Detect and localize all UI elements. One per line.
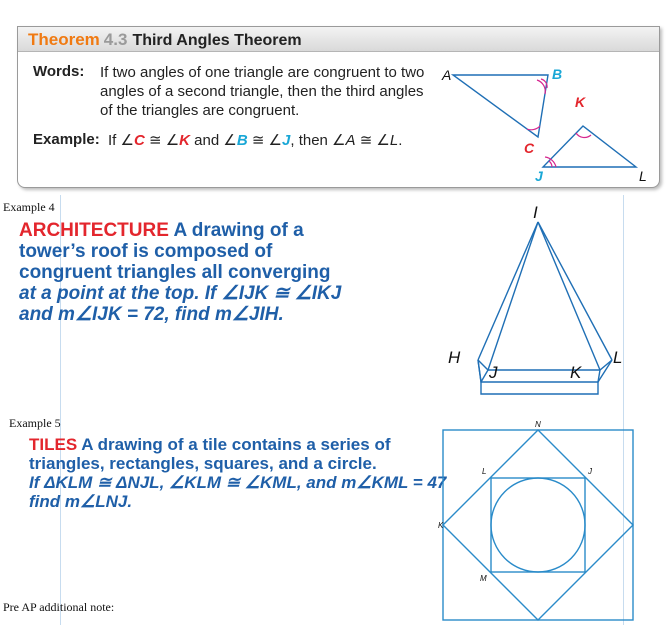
label-K-tower: K	[570, 363, 582, 382]
example4-label: Example 4	[3, 200, 55, 214]
label-K: K	[575, 94, 586, 110]
label-J: J	[535, 168, 543, 184]
theorem-label: Theorem	[28, 30, 100, 49]
example-label: Example:	[33, 131, 100, 148]
theorem-number: 4.3	[103, 30, 128, 49]
label-C: C	[524, 140, 535, 156]
label-B: B	[552, 66, 563, 82]
words-text: If two angles of one triangle are congruent to two angles of a second triangle, then the third angles of the triangles are congruent.	[100, 64, 425, 119]
footer-note: Pre AP additional note:	[3, 600, 115, 614]
label-J-tower: J	[489, 363, 498, 382]
example4-problem: ARCHITECTURE A drawing of a tower’s roof is composed of congruent triangles all converging at a point at the top. If ∠IJK ≅ ∠IKJ and m∠IJK = 72, find m∠JIH.	[19, 220, 342, 325]
label-H: H	[448, 348, 461, 367]
label-I: I	[533, 203, 538, 222]
label-K-tile: K	[438, 521, 444, 530]
tower-roof-figure	[445, 200, 635, 405]
label-N: N	[535, 420, 541, 429]
label-A: A	[442, 67, 452, 83]
theorem-box	[17, 26, 660, 188]
label-M: M	[480, 574, 487, 583]
example5-problem: TILES A drawing of a tile contains a series of triangles, rectangles, squares, and a circle. If ΔKLM ≅ ΔNJL, ∠KLM ≅ ∠KML, and m∠KML = 47 find m∠LNJ.	[29, 435, 447, 511]
triangle-abc	[453, 75, 548, 137]
theorem-name: Third Angles Theorem	[132, 32, 302, 49]
label-L-tower: L	[613, 348, 623, 367]
example5-label: Example 5	[9, 416, 61, 430]
label-L-tile: L	[482, 467, 487, 476]
theorem-triangles-figure	[413, 57, 658, 182]
label-L: L	[639, 168, 647, 184]
outer-square	[443, 430, 633, 620]
example-statement: If ∠C ≅ ∠K and ∠B ≅ ∠J, then ∠A ≅ ∠L.	[108, 132, 403, 149]
triangle-kjl	[543, 126, 636, 167]
diamond	[443, 430, 633, 620]
theorem-title	[28, 30, 302, 50]
label-J-tile: J	[588, 467, 592, 476]
theorem-header	[18, 27, 659, 52]
inner-circle	[491, 478, 585, 572]
words-label: Words:	[33, 63, 85, 80]
tile-figure	[440, 418, 636, 623]
